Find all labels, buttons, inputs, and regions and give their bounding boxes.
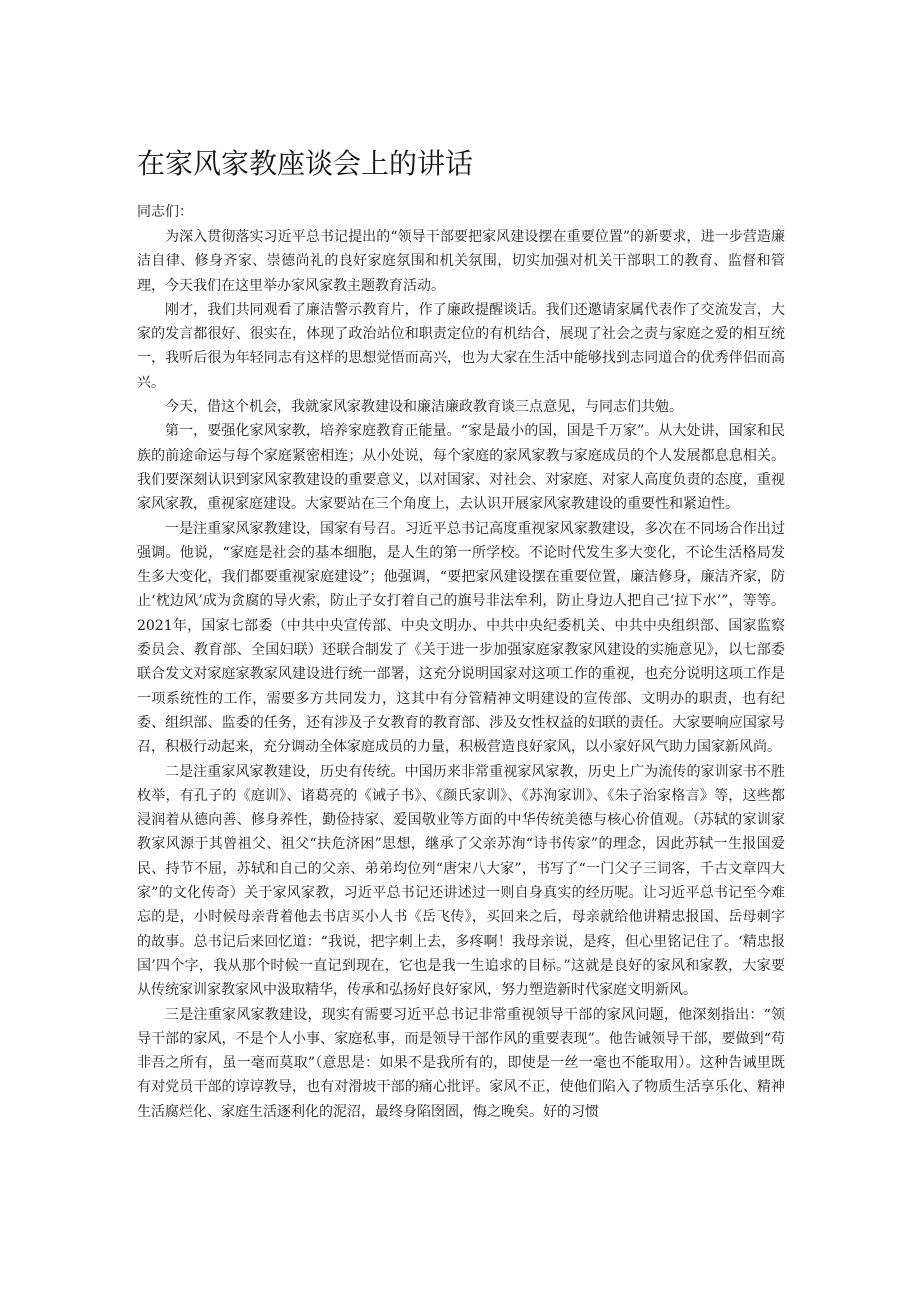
paragraph-recap: 刚才，我们共同观看了廉洁警示教育片，作了廉政提醒谈话。我们还邀请家属代表作了交流发言，大家的发言都很好、很实在，体现了政治站位和职责定位的有机结合，展现了社会之责与家庭之爱的相互统一，我听后很为年轻同志有这样的思想觉悟而高兴，也为大家在生活中能够找到志同道合的优秀伴侣而高兴。 xyxy=(137,301,785,391)
document-title: 在家风家教座谈会上的讲话 xyxy=(137,147,474,180)
paragraph-point-one: 第一，要强化家风家教，培养家庭教育正能量。“家是最小的国，国是千万家”。从大处讲，国家和民族的前途命运与每个家庭紧密相连；从小处说，每个家庭的家风家教与家庭成员的个人发展都息息相关。我们要深刻认识到家风家教建设的重要意义，以对国家、对社会、对家庭、对家人高度负责的态度，重视家风家教，重视家庭建设。大家要站在三个角度上，去认识开展家风家教建设的重要性和紧迫性。 xyxy=(137,423,785,513)
paragraph-outline: 今天，借这个机会，我就家风家教建设和廉洁廉政教育谈三点意见，与同志们共勉。 xyxy=(165,399,683,416)
paragraph-national-call: 一是注重家风家教建设，国家有号召。习近平总书记高度重视家风家教建设，多次在不同场合作出过强调。他说，“家庭是社会的基本细胞，是人生的第一所学校。不论时代发生多大变化，不论生活格局发生多大变化，我们都要重视家庭建设”；他强调，“要把家风建设摆在重要位置，廉洁修身，廉洁齐家，防止‘枕边风’成为贪腐的导火索，防止子女打着自己的旗号非法牟利，防止身边人把自己‘拉下水’”，等等。2021年，国家七部委（中共中央宣传部、中央文明办、中共中央纪委机关、中共中央组织部、国家监察委员会、教育部、全国妇联）还联合制发了《关于进一步加强家庭家教家风建设的实施意见》，以七部委联合发文对家庭家教家风建设进行统一部署，这充分说明国家对这项工作的重视，也充分说明这项工作是一项系统性的工作，需要多方共同发力，这其中有分管精神文明建设的宣传部、文明办的职责，也有纪委、组织部、监委的任务，还有涉及子女教育的教育部、涉及女性权益的妇联的责任。大家要响应国家号召，积极行动起来，充分调动全体家庭成员的力量，积极营造良好家风，以小家好风气助力国家新风尚。 xyxy=(137,520,785,756)
paragraph-historical-tradition: 二是注重家风家教建设，历史有传统。中国历来非常重视家风家教，历史上广为流传的家训家书不胜枚举，有孔子的《庭训》、诸葛亮的《诫子书》、《颜氏家训》、《苏洵家训》、《朱子治家格言》等，这些都浸润着从德向善、修身养性，勤俭持家、爱国敬业等方面的中华传统美德与核心价值观。（苏轼的家训家教家风源于其曾祖父、祖父“扶危济困”思想，继承了父亲苏洵“诗书传家”的理念，因此苏轼一生报国爱民、持节不屈，苏轼和自己的父亲、弟弟均位列“唐宋八大家”，书写了“一门父子三词客，千古文章四大家”的文化传奇）关于家风家教，习近平总书记还讲述过一则自身真实的经历呢。让习近平总书记至今难忘的是，小时候母亲背着他去书店买小人书《岳飞传》，买回来之后，母亲就给他讲精忠报国、岳母刺字的故事。总书记后来回忆道：“我说，把字刺上去，多疼啊！我母亲说，是疼，但心里铭记住了。‘精忠报国’四个字，我从那个时候一直记到现在，它也是我一生追求的目标。”这就是良好的家风和家教，大家要从传统家训家教家风中汲取精华，传承和弘扬好良好家风，努力塑造新时代家庭文明新风。 xyxy=(137,763,785,999)
document-page xyxy=(137,0,785,1124)
salutation: 同志们： xyxy=(137,204,193,220)
paragraph-practical-need: 三是注重家风家教建设，现实有需要习近平总书记非常重视领导干部的家风问题，他深刻指出：“领导干部的家风，不是个人小事、家庭私事，而是领导干部作风的重要表现”。他告诫领导干部，要做到“苟非吾之所有，虽一毫而莫取”（意思是：如果不是我所有的，即使是一丝一毫也不能取用）。这种告诫里既有对党员干部的谆谆教导，也有对滑坡干部的痛心批评。家风不正，使他们陷入了物质生活享乐化、精神生活腐烂化、家庭生活逐利化的泥沼，最终身陷囹圄，悔之晚矣。好的习惯 xyxy=(137,1006,785,1120)
paragraph-intro: 为深入贯彻落实习近平总书记提出的“领导干部要把家风建设摆在重要位置”的新要求，进一步营造廉洁自律、修身齐家、崇德尚礼的良好家庭氛围和机关氛围，切实加强对机关干部职工的教育、监督和管理，今天我们在这里举办家风家教主题教育活动。 xyxy=(137,229,785,294)
